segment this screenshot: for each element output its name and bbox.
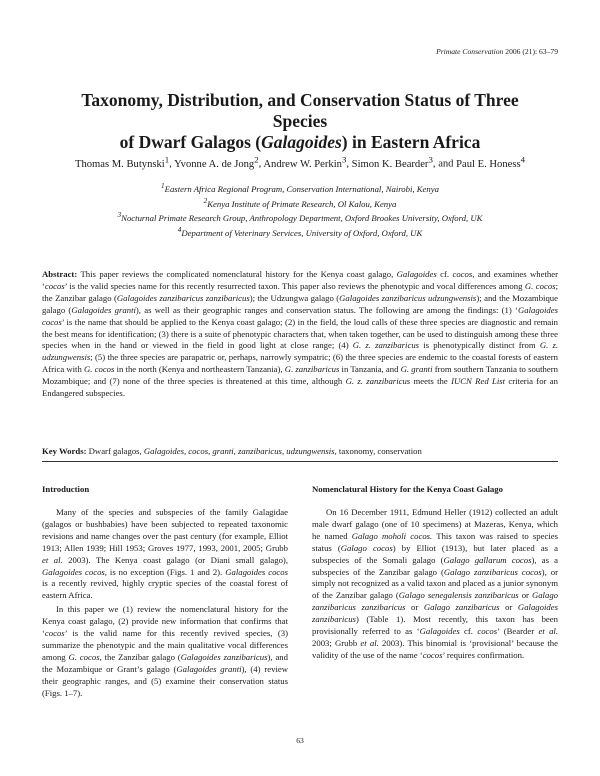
paragraph: In this paper we (1) review the nomenclatural history for the Kenya coast galago, (2) provide new information that confirms that ‘cocos’ is the valid name for this recently revived species, (3) summarize the phenotypic and the main qualitative vocal differences among G. cocos, the Zanzibar galago (Galagoides zanzibaricus), and the Mozambique or Grant’s galago (Galagoides granti), (4) review their geographic ranges, and (5) examine their conservation status (Figs. 1–7). <box>42 604 288 698</box>
author: Thomas M. Butynski$^1$ <box>74 154 170 170</box>
affiliation: $^4$Department of Veterinary Services, University of Oxford, Oxford, UK <box>177 226 423 238</box>
right-column <box>312 484 558 662</box>
author-list: Thomas M. Butynski$^1$, Yvonne A. de Jong$^2$, Andrew W. Perkin$^3$, Simon K. Bearder$^3$, and Paul E. Honess$^4$ <box>74 154 526 170</box>
left-column <box>42 484 288 700</box>
title-line-1: Taxonomy, Distribution, and Conservation Status of Three Species <box>81 90 519 131</box>
affiliation: $^1$Eastern Africa Regional Program, Conservation International, Nairobi, Kenya <box>161 182 439 194</box>
abstract-label: Abstract: <box>42 269 78 279</box>
section-heading-nomenclature: Nomenclatural History for the Kenya Coast Galago <box>312 484 503 494</box>
journal-name: Primate Conservation <box>436 47 504 56</box>
section-divider <box>42 461 558 462</box>
affiliations <box>40 181 560 240</box>
paragraph: Many of the species and subspecies of the family Galagidae (galagos or bushbabies) have been subjected to repeated taxonomic revisions and name changes over the past century (for example, Elliot 1913; Allen 1939; Hill 1953; Groves 1977, 1993, 2001, 2005; Grubb et al. 2003). The Kenya coast galago (or Diani small galago), Galagoides cocos, is no exception (Figs. 1 and 2). Galagoides cocos is a recently revived, highly cryptic species of the coastal forest of eastern Africa. <box>42 507 288 601</box>
title-line-2-post: ) in Eastern Africa <box>341 132 481 152</box>
page-number: 63 <box>296 736 304 745</box>
title-genus: Galagoides <box>261 132 342 152</box>
author: Yvonne A. de Jong$^2$ <box>174 154 259 170</box>
affiliation: $^2$Kenya Institute of Primate Research, Ol Kalou, Kenya <box>203 196 397 209</box>
affiliation: $^3$Nocturnal Primate Research Group, Anthropology Department, Oxford Brookes University, Oxford, UK <box>117 211 483 224</box>
journal-citation <box>436 47 558 56</box>
keywords: Key Words: Dwarf galagos, Galagoides, cocos, granti, zanzibaricus, udzungwensis, taxonomy, conservation <box>42 446 422 456</box>
title-line-2-pre: of Dwarf Galagos ( <box>119 132 262 152</box>
journal-issue: 2006 (21): 63–79 <box>505 47 558 56</box>
abstract: Abstract: This paper reviews the complicated nomenclatural history for the Kenya coast galago, Galagoides cf. cocos, and examines whether ‘cocos’ is the valid species name for this recently resurrected taxon. This paper also reviews the phenotypic and vocal differences among G. cocos; the Zanzibar galago (Galagoides zanzibaricus zanzibaricus); the Udzungwa galago (Galagoides zanzibaricus udzungwensis); and the Mozambique galago (Galagoides granti), as well as their geographic ranges and conservation status. The following are among the findings: (1) ‘Galagoides cocos’ is the name that should be applied to the Kenya coast galago; (2) in the field, the loud calls of these three species are diagnostic and remain the best means for identification; (3) there is a suite of phenotypic characters that, when taken together, can be used to distinguish among these three species when in the hand or viewed in the field in good light at close range; (4) G. z. zanzibaricus is phenotypically distinct from G. z. udzungwensis; (5) the three species are parapatric or, perhaps, narrowly sympatric; (6) the three species are endemic to the coastal forests of eastern Africa with G. cocos in the north (Kenya and northeastern Tanzania), G. zanzibaricus in Tanzania, and G. granti from southern Tanzania to southern Mozambique; and (7) none of the three species is threatened at this time, although G. z. zanzibaricus meets the IUCN Red List criteria for an Endangered subspecies. <box>42 269 559 399</box>
section-heading-introduction: Introduction <box>42 484 90 494</box>
paragraph: On 16 December 1911, Edmund Heller (1912) collected an adult male dwarf galago (one of 10 specimens) at Mazeras, Kenya, which he named Galago moholi cocos. This taxon was raised to species status (Galago cocos) by Elliot (1913), but later placed as a subspecies of the Somali galago (Galago gallarum cocos), as a subspecies of the Zanzibar galago (Galago zanzibaricus cocos), or simply not recognized as a valid taxon and placed as a junior synonym of the Zanzibar galago (Galago senegalensis zanzibaricus or Galago zanzibaricus zanzibaricus or Galago zanzibaricus or Galagoides zanzibaricus) (Table 1). Most recently, this taxon has been provisionally referred to as ‘Galagoides cf. cocos’ (Bearder et al. 2003; Grubb et al. 2003). This binomial is ‘provisional’ because the validity of the use of the name ‘cocos’ requires confirmation. <box>312 507 559 660</box>
author: Andrew W. Perkin$^3$ <box>263 154 347 170</box>
author: Simon K. Bearder$^3$ <box>351 154 433 170</box>
author: Paul E. Honess$^4$ <box>456 154 526 170</box>
keywords-label: Key Words: <box>42 446 87 456</box>
paper-title <box>60 90 540 153</box>
